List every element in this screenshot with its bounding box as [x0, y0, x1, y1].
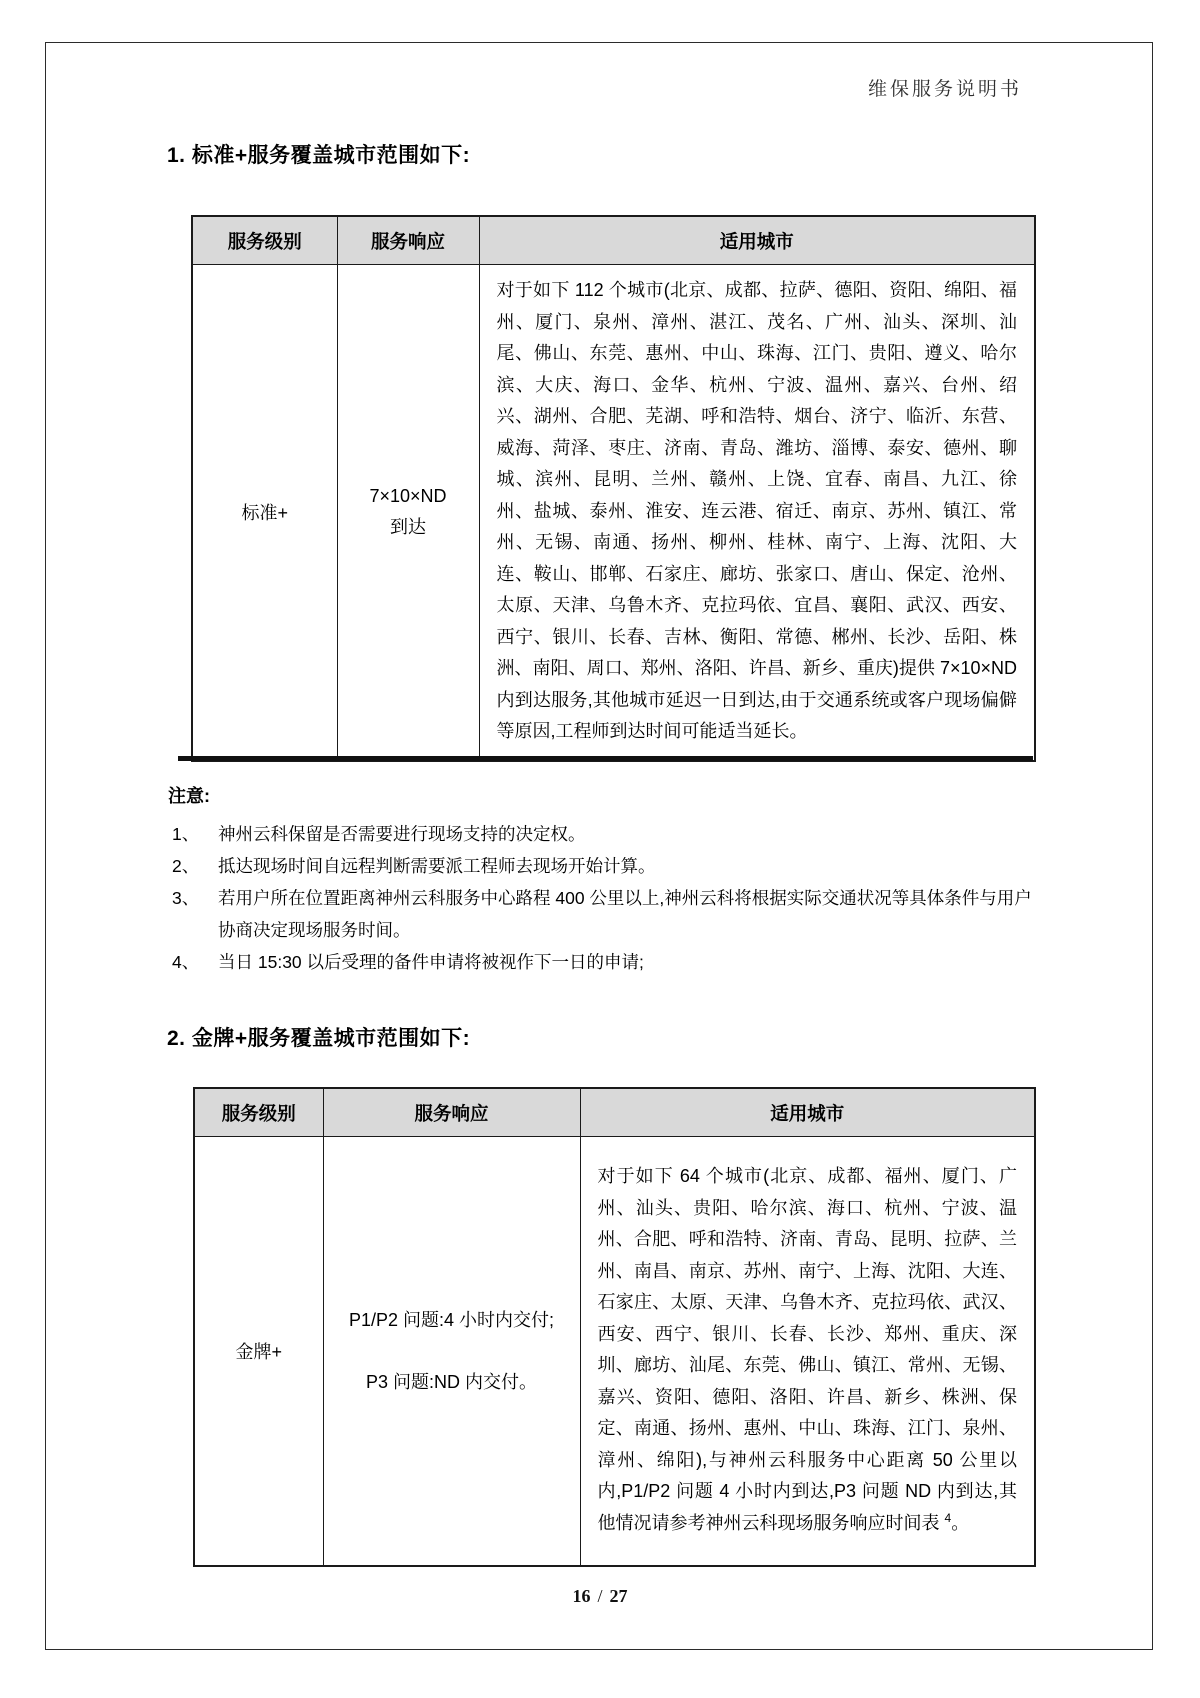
table2-header-row — [194, 1088, 1035, 1137]
table1-cell-applicable-cities — [479, 265, 1035, 761]
table2-cell-applicable-cities — [580, 1137, 1035, 1567]
table2-col-header-applicable-cities: 适用城市 — [580, 1088, 1035, 1137]
table1-body-row — [192, 265, 1035, 761]
table2-col-header-service-response: 服务响应 — [323, 1088, 580, 1137]
service-response-line1: 7×10×ND — [369, 486, 447, 507]
table1-col-header-applicable-cities: 适用城市 — [479, 216, 1035, 265]
note-number: 3、 — [172, 888, 200, 908]
cities-text: 对于如下 64 个城市(北京、成都、福州、厦门、广州、汕头、贵阳、哈尔滨、海口、杭州、宁波、温州、合肥、呼和浩特、济南、青岛、昆明、拉萨、兰州、南昌、南京、苏州、南宁、上海、沈阳、大连、石家庄、太原、天津、乌鲁木齐、克拉玛依、武汉、西安、西宁、银川、长春、长沙、郑州、重庆、深圳、廊坊、汕尾、东莞、佛山、镇江、常州、无锡、嘉兴、资阳、德阳、洛阳、许昌、新乡、株洲、保定、南通、扬州、惠州、中山、珠海、江门、泉州、漳州、绵阳),与神州云科服务中心距离 50 公里以内,P1/P2 问题 4 小时内到达,P3 问题 ND 内到达,其他情况请参考神州云科现场服务响应时间表 — [597, 1166, 1017, 1533]
note-number: 2、 — [172, 856, 200, 876]
standard-plus-coverage-table — [191, 215, 1036, 762]
note-text: 抵达现场时间自远程判断需要派工程师去现场开始计算。 — [218, 856, 656, 876]
page-number-current: 16 — [572, 1586, 591, 1606]
section2-heading: 2. 金牌+服务覆盖城市范围如下: — [167, 1027, 471, 1050]
table1-cell-service-level: 标准+ — [192, 265, 337, 761]
page-number-separator: / — [597, 1586, 603, 1606]
note-item-1 — [172, 818, 1034, 850]
footnote-reference: 4 — [944, 1510, 952, 1525]
section1-heading: 1. 标准+服务覆盖城市范围如下: — [167, 144, 471, 167]
notes-list — [172, 818, 1034, 978]
service-response-p1p2: P1/P2 问题:4 小时内交付; — [348, 1309, 555, 1330]
table2-body-row — [194, 1137, 1035, 1567]
applicable-cities-paragraph — [598, 1161, 1018, 1539]
note-number: 1、 — [172, 824, 200, 844]
note-number: 4、 — [172, 952, 200, 972]
cities-text-end: 。 — [951, 1512, 970, 1533]
note-text: 若用户所在位置距离神州云科服务中心路程 400 公里以上,神州云科将根据实际交通状况等具体条件与用户协商决定现场服务时间。 — [218, 888, 1032, 940]
note-text: 神州云科保留是否需要进行现场支持的决定权。 — [218, 824, 586, 844]
table2-cell-service-response — [323, 1137, 580, 1567]
gold-plus-coverage-table — [193, 1087, 1036, 1567]
note-item-2 — [172, 850, 1034, 882]
applicable-cities-paragraph: 对于如下 112 个城市(北京、成都、拉萨、德阳、资阳、绵阳、福州、厦门、泉州、漳州、湛江、茂名、广州、汕头、深圳、汕尾、佛山、东莞、惠州、中山、珠海、江门、贵阳、遵义、哈尔滨、大庆、海口、金华、杭州、宁波、温州、嘉兴、台州、绍兴、湖州、合肥、芜湖、呼和浩特、烟台、济宁、临沂、东营、威海、菏泽、枣庄、济南、青岛、潍坊、淄博、泰安、德州、聊城、滨州、昆明、兰州、赣州、上饶、宜春、南昌、九江、徐州、盐城、泰州、淮安、连云港、宿迁、南京、苏州、镇江、常州、无锡、南通、扬州、柳州、桂林、南宁、上海、沈阳、大连、鞍山、邯郸、石家庄、廊坊、张家口、唐山、保定、沧州、太原、天津、乌鲁木齐、克拉玛依、宜昌、襄阳、武汉、西安、西宁、银川、长春、吉林、衡阳、常德、郴州、长沙、岳阳、株洲、南阳、周口、郑州、洛阳、许昌、新乡、重庆)提供 7×10×ND 内到达服务,其他城市延迟一日到达,由于交通系统或客户现场偏僻等原因,工程师到达时间可能适当延长。 — [496, 280, 1017, 741]
note-item-4 — [172, 946, 1034, 978]
page-number-total: 27 — [609, 1586, 628, 1606]
table1-cell-service-response — [337, 265, 479, 761]
note-item-3 — [172, 882, 1034, 946]
table2-cell-service-level: 金牌+ — [194, 1137, 323, 1567]
table1-header-row — [192, 216, 1035, 265]
note-text: 当日 15:30 以后受理的备件申请将被视作下一日的申请; — [218, 952, 644, 972]
notes-label: 注意: — [168, 786, 210, 806]
section-divider-rule — [178, 756, 1033, 761]
page-footer — [0, 1586, 1200, 1607]
service-response-line2: 到达 — [390, 517, 426, 538]
document-header-title: 维保服务说明书 — [867, 79, 1022, 100]
table1-col-header-service-level: 服务级别 — [192, 216, 337, 265]
table1-col-header-service-response: 服务响应 — [337, 216, 479, 265]
service-response-p3: P3 问题:ND 内交付。 — [365, 1371, 538, 1392]
table2-col-header-service-level: 服务级别 — [194, 1088, 323, 1137]
